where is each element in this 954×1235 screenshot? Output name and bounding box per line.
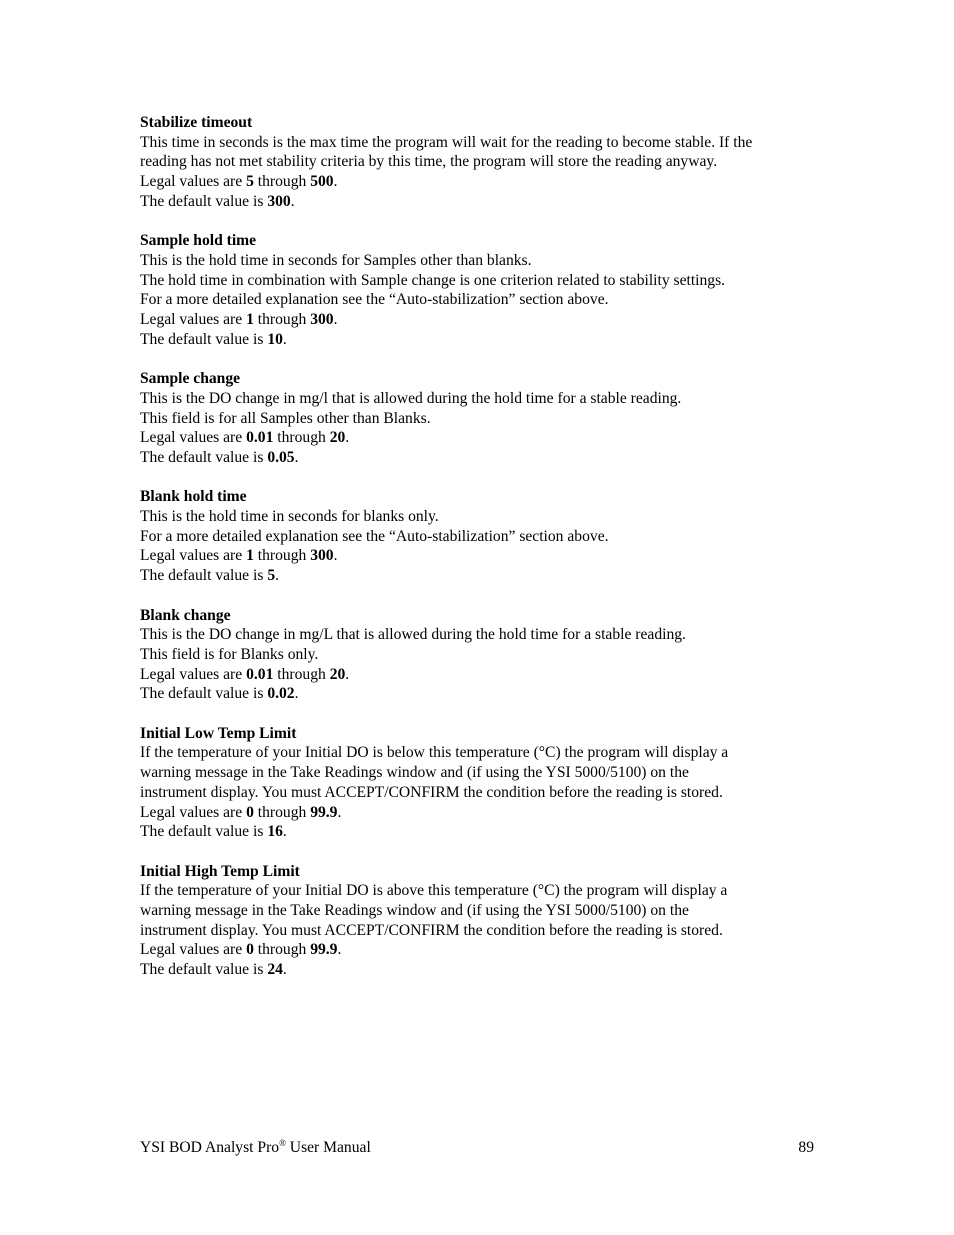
- legal-max-value: 99.9: [310, 803, 338, 821]
- body-line: For a more detailed explanation see the “Auto-stabilization” section above.: [140, 291, 609, 309]
- section-heading: Sample change: [140, 370, 241, 388]
- body-line: This is the DO change in mg/l that is allowed during the hold time for a stable reading.: [140, 389, 682, 407]
- legal-values-line: Legal values are 5 through 500.: [140, 173, 338, 191]
- body-line: reading has not met stability criteria by this time, the program will store the reading anyway.: [140, 153, 718, 171]
- body-line: warning message in the Take Readings window and (if using the YSI 5000/5100) on the: [140, 902, 689, 920]
- manual-body: [140, 113, 820, 1000]
- section-heading: Blank change: [140, 606, 231, 624]
- section-initial-high-temp-limit: [140, 862, 820, 980]
- body-line: This time in seconds is the max time the program will wait for the reading to become stable. If the: [140, 133, 753, 151]
- body-line: This field is for all Samples other than Blanks.: [140, 409, 431, 427]
- default-value-line: The default value is 300.: [140, 192, 295, 210]
- default-value: 24: [267, 961, 283, 979]
- section-heading: Blank hold time: [140, 488, 247, 506]
- body-line: instrument display. You must ACCEPT/CONFIRM the condition before the reading is stored.: [140, 921, 723, 939]
- legal-values-line: Legal values are 0 through 99.9.: [140, 941, 342, 959]
- section-heading: Initial Low Temp Limit: [140, 724, 297, 742]
- default-value-line: The default value is 10.: [140, 330, 287, 348]
- body-line: If the temperature of your Initial DO is above this temperature (°C) the program will display a: [140, 882, 728, 900]
- body-line: For a more detailed explanation see the “Auto-stabilization” section above.: [140, 527, 609, 545]
- default-value-line: The default value is 0.02.: [140, 685, 299, 703]
- section-heading: Stabilize timeout: [140, 114, 253, 131]
- legal-min-value: 1: [246, 311, 254, 329]
- section-stabilize-timeout: [140, 113, 820, 212]
- legal-max-value: 500: [310, 173, 334, 191]
- legal-values-line: Legal values are 1 through 300.: [140, 547, 338, 565]
- legal-max-value: 300: [310, 547, 334, 565]
- page-footer: [140, 1138, 814, 1158]
- default-value: 0.05: [267, 448, 295, 466]
- default-value: 0.02: [267, 685, 295, 703]
- legal-min-value: 0: [246, 803, 254, 821]
- body-line: instrument display. You must ACCEPT/CONFIRM the condition before the reading is stored.: [140, 783, 723, 801]
- default-value-line: The default value is 16.: [140, 823, 287, 841]
- footer-page-number: 89: [798, 1139, 814, 1156]
- legal-max-value: 99.9: [310, 941, 338, 959]
- legal-values-line: Legal values are 0.01 through 20.: [140, 429, 350, 447]
- legal-min-value: 0: [246, 941, 254, 959]
- section-heading: Sample hold time: [140, 232, 257, 250]
- legal-min-value: 0.01: [246, 429, 274, 447]
- section-initial-low-temp-limit: [140, 724, 820, 842]
- body-line: If the temperature of your Initial DO is below this temperature (°C) the program will display a: [140, 744, 729, 762]
- default-value: 5: [267, 567, 276, 585]
- section-blank-hold-time: [140, 487, 820, 586]
- legal-max-value: 20: [329, 665, 346, 683]
- footer-manual-title: YSI BOD Analyst Pro® User Manual: [140, 1138, 371, 1156]
- section-blank-change: [140, 606, 820, 705]
- default-value-line: The default value is 24.: [140, 961, 287, 979]
- body-line: This is the DO change in mg/L that is allowed during the hold time for a stable reading.: [140, 626, 686, 644]
- section-sample-change: [140, 369, 820, 468]
- legal-values-line: Legal values are 0 through 99.9.: [140, 803, 342, 821]
- default-value-line: The default value is 0.05.: [140, 448, 299, 466]
- legal-values-line: Legal values are 0.01 through 20.: [140, 665, 350, 683]
- legal-values-line: Legal values are 1 through 300.: [140, 311, 338, 329]
- section-heading: Initial High Temp Limit: [140, 862, 300, 880]
- registered-mark: ®: [279, 1138, 286, 1148]
- body-line: The hold time in combination with Sample change is one criterion related to stability settings.: [140, 271, 726, 289]
- body-line: This is the hold time in seconds for Samples other than blanks.: [140, 251, 532, 269]
- body-line: warning message in the Take Readings window and (if using the YSI 5000/5100) on the: [140, 764, 689, 782]
- body-line: This is the hold time in seconds for blanks only.: [140, 508, 439, 526]
- default-value-line: The default value is 5.: [140, 567, 280, 585]
- legal-min-value: 0.01: [246, 665, 274, 683]
- default-value: 10: [267, 330, 283, 348]
- section-sample-hold-time: [140, 231, 820, 349]
- legal-max-value: 20: [329, 429, 346, 447]
- body-line: This field is for Blanks only.: [140, 645, 319, 663]
- legal-min-value: 1: [246, 547, 254, 565]
- legal-max-value: 300: [310, 311, 334, 329]
- default-value: 16: [267, 823, 283, 841]
- default-value: 300: [267, 192, 291, 210]
- legal-min-value: 5: [246, 173, 254, 191]
